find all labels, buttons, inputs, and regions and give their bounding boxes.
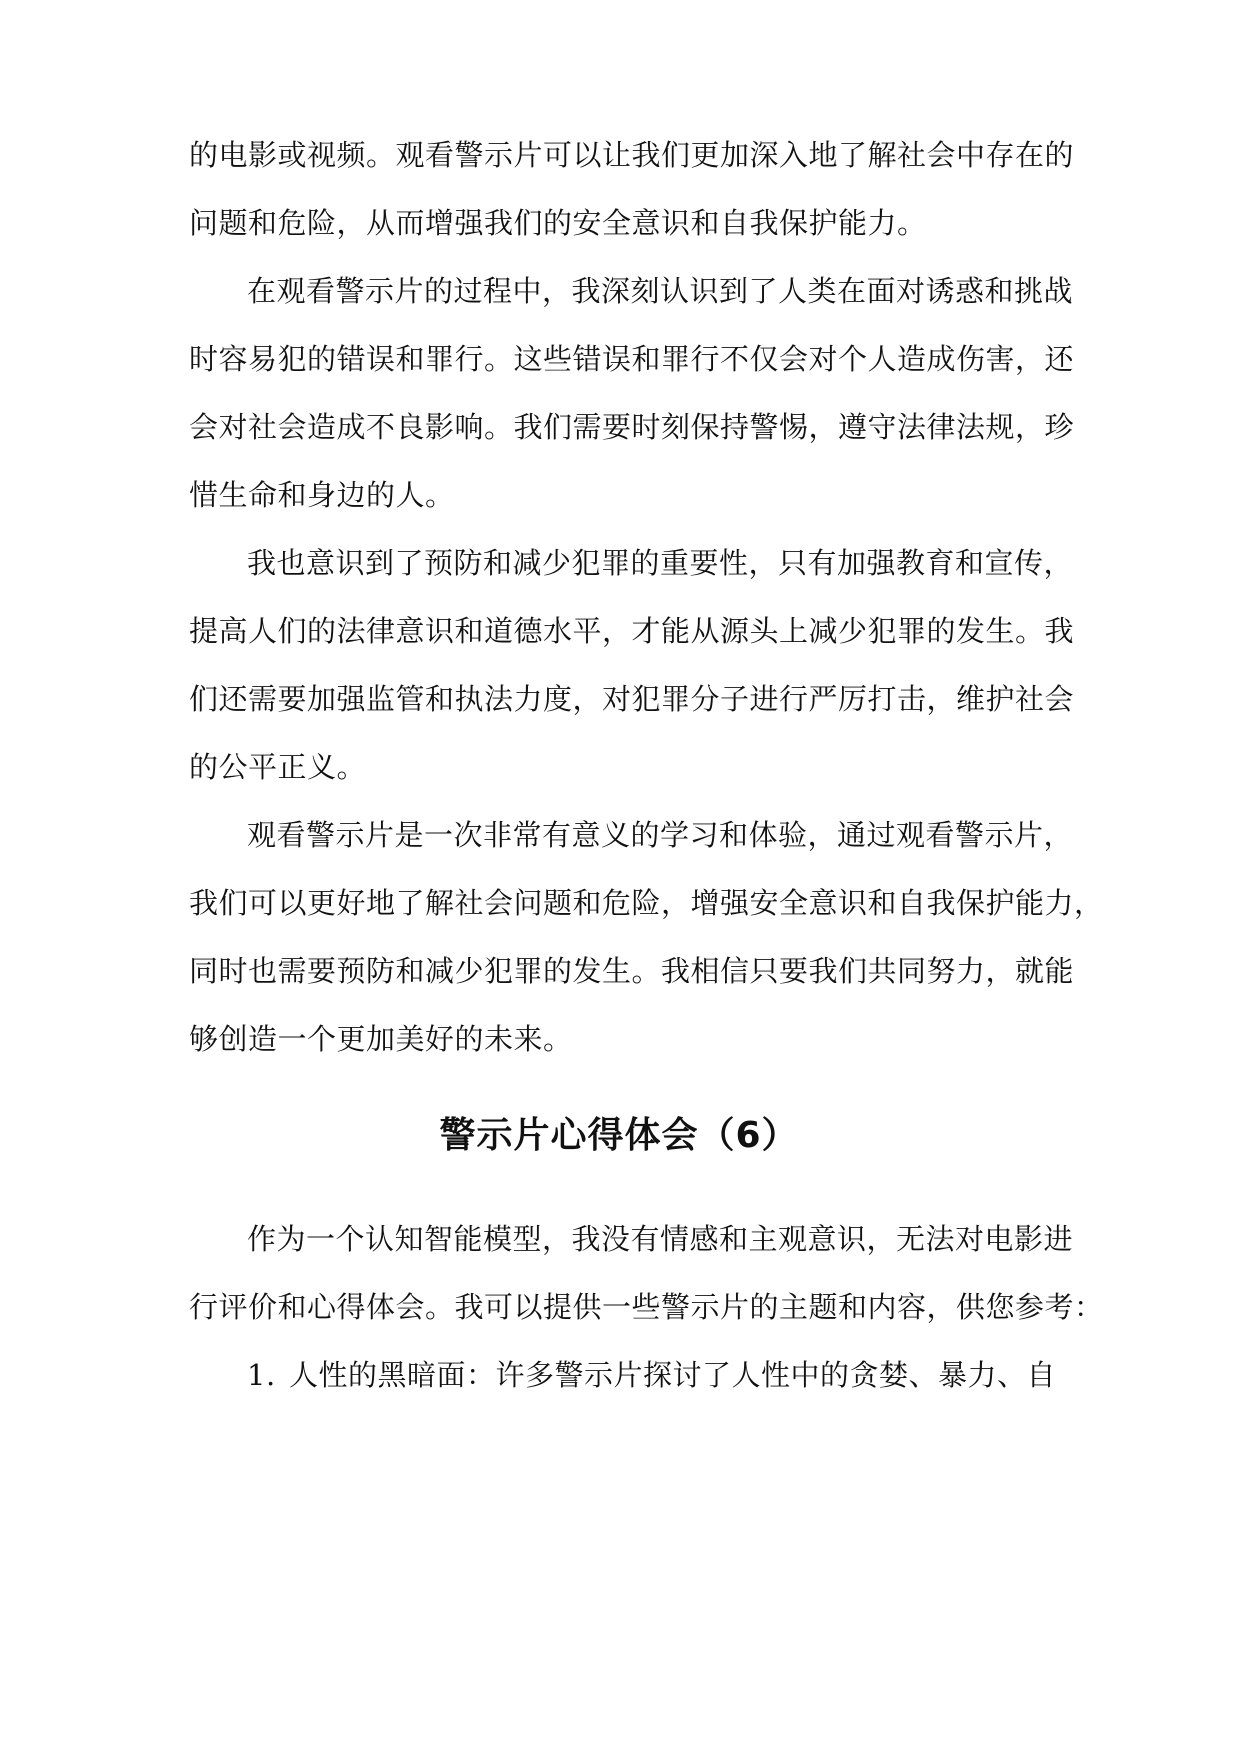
paragraph-3: [189, 546, 1075, 784]
list-item-number: 1.: [247, 1358, 276, 1392]
document-body: [189, 138, 1104, 1392]
text-line: 时容易犯的错误和罪行。这些错误和罪行不仅会对个人造成伤害，还: [189, 342, 1075, 376]
section-title: 警示片心得体会（6）: [439, 1115, 799, 1156]
paragraph-5: [189, 1222, 1104, 1324]
text-line: 的公平正义。: [189, 750, 367, 784]
text-line: 问题和危险，从而增强我们的安全意识和自我保护能力。: [189, 206, 927, 240]
text-line: 行评价和心得体会。我可以提供一些警示片的主题和内容，供您参考：: [189, 1290, 1104, 1324]
paragraph-4: [189, 818, 1104, 1056]
text-line: 我也意识到了预防和减少犯罪的重要性，只有加强教育和宣传，: [247, 546, 1074, 580]
text-line: 够创造一个更加美好的未来。: [189, 1022, 573, 1056]
text-line: 提高人们的法律意识和道德水平，才能从源头上减少犯罪的发生。我: [189, 614, 1075, 648]
text-line: 同时也需要预防和减少犯罪的发生。我相信只要我们共同努力，就能: [189, 954, 1075, 988]
text-line: 们还需要加强监管和执法力度，对犯罪分子进行严厉打击，维护社会: [189, 682, 1075, 716]
paragraph-2: [189, 274, 1075, 512]
text-line: 观看警示片是一次非常有意义的学习和体验，通过观看警示片，: [247, 818, 1074, 852]
text-line: 会对社会造成不良影响。我们需要时刻保持警惕，遵守法律法规，珍: [189, 410, 1075, 444]
text-line: 我们可以更好地了解社会问题和危险，增强安全意识和自我保护能力，: [189, 886, 1104, 920]
list-item: [189, 1358, 1057, 1392]
list-item-text: 人性的黑暗面：许多警示片探讨了人性中的贪婪、暴力、自: [289, 1358, 1057, 1392]
text-line: 的电影或视频。观看警示片可以让我们更加深入地了解社会中存在的: [189, 138, 1075, 172]
text-line: 惜生命和身边的人。: [189, 478, 455, 512]
paragraph-continued: [189, 138, 1075, 240]
text-line: 作为一个认知智能模型，我没有情感和主观意识，无法对电影进: [247, 1222, 1074, 1256]
text-line: 在观看警示片的过程中，我深刻认识到了人类在面对诱惑和挑战: [247, 274, 1074, 308]
